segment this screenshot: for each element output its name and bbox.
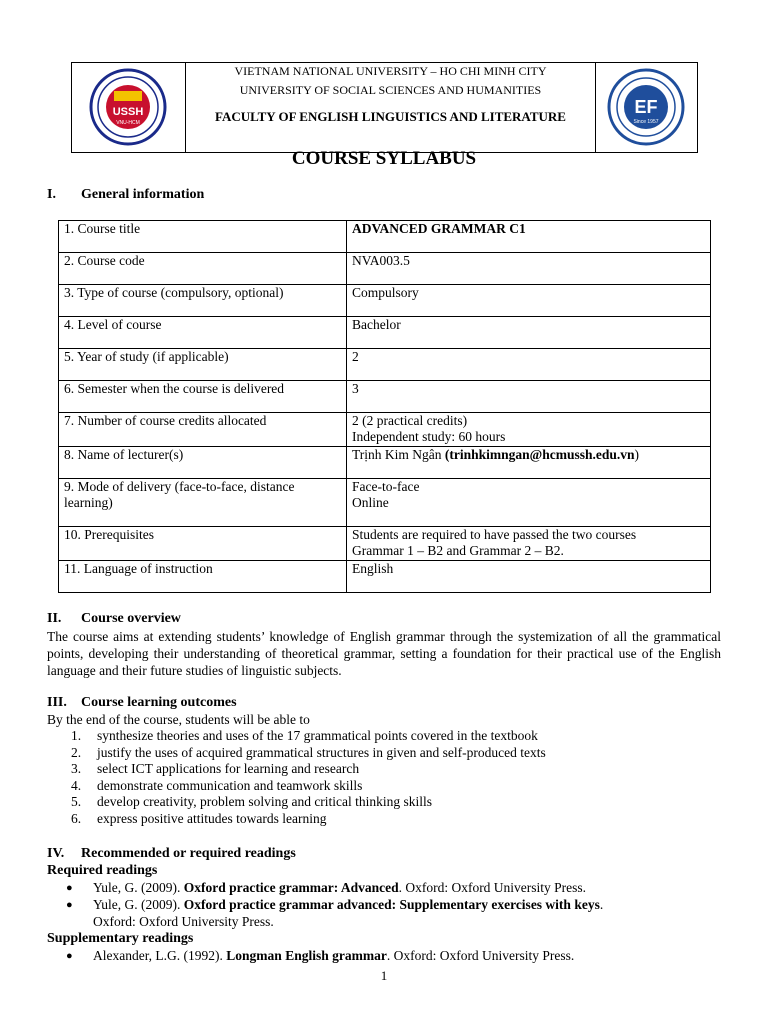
- table-row: 5. Year of study (if applicable) 2: [59, 349, 711, 381]
- table-row: 4. Level of course Bachelor: [59, 317, 711, 349]
- list-item: 4. demonstrate communication and teamwork skills: [71, 777, 363, 793]
- right-logo-cell: [595, 63, 697, 152]
- left-logo-cell: [72, 63, 186, 152]
- svg-text:USSH: USSH: [112, 106, 144, 118]
- header-text: [186, 63, 595, 152]
- list-item: 3. select ICT applications for learning and research: [71, 761, 360, 776]
- list-item: 5. develop creativity, problem solving and critical thinking skills: [71, 794, 433, 809]
- list-item: 1. synthesize theories and uses of the 17 grammatical points covered in the textbook: [71, 728, 538, 743]
- outcomes-list: [47, 728, 546, 827]
- list-item: 6. express positive attitudes towards learning: [71, 810, 327, 826]
- table-row: 8. Name of lecturer(s) Trịnh Kim Ngân (trinhkimngan@hcmussh.edu.vn): [59, 447, 711, 479]
- outcomes-intro: By the end of the course, students will be able to: [47, 712, 310, 727]
- page-title: COURSE SYLLABUS: [291, 148, 477, 169]
- bullet-icon: ●: [66, 882, 73, 894]
- required-readings-heading: Required readings: [47, 863, 158, 878]
- section-4-heading: IV. Recommended or required readings: [47, 846, 296, 861]
- table-row: 1. Course title ADVANCED GRAMMAR C1: [59, 221, 711, 253]
- course-overview-text: The course aims at extending students’ knowledge of English grammar through the systemization of all the grammatical points, developing their understanding of theoretical grammar, setting a foundation for their practical use of the English language and their future studies of linguistic subjects.: [47, 629, 721, 678]
- general-info-table: [58, 220, 711, 593]
- table-row: 10. Prerequisites Students are required to have passed the two courses Grammar 1 – B2 and Grammar 2 – B2.: [59, 527, 711, 561]
- table-row: 7. Number of course credits allocated 2 (2 practical credits) Independent study: 60 hours: [59, 413, 711, 447]
- header-box: [71, 62, 698, 153]
- page-number: 1: [380, 968, 388, 983]
- school-name: UNIVERSITY OF SOCIAL SCIENCES AND HUMANITIES: [239, 83, 542, 97]
- university-name: VIETNAM NATIONAL UNIVERSITY – HO CHI MINH CITY: [234, 64, 547, 78]
- table-row: 9. Mode of delivery (face-to-face, distance learning) Face-to-face Online: [59, 479, 711, 527]
- table-row: 11. Language of instruction English: [59, 561, 711, 593]
- table-row: 3. Type of course (compulsory, optional) Compulsory: [59, 285, 711, 317]
- faculty-name: FACULTY OF ENGLISH LINGUISTICS AND LITERATURE: [215, 109, 566, 124]
- supplementary-readings-heading: Supplementary readings: [47, 931, 194, 946]
- table-row: 2. Course code NVA003.5: [59, 253, 711, 285]
- list-item: 2. justify the uses of acquired grammatical structures in given and self-produced texts: [71, 744, 546, 760]
- section-2-heading: II. Course overview: [47, 611, 181, 626]
- svg-text:Since 1957: Since 1957: [633, 119, 659, 125]
- faculty-logo-icon: [596, 63, 697, 152]
- section-1-heading: I. General information: [47, 187, 205, 202]
- bullet-icon: ●: [66, 899, 73, 911]
- svg-text:EF: EF: [634, 97, 658, 117]
- section-3-heading: III. Course learning outcomes: [47, 695, 237, 710]
- table-row: 6. Semester when the course is delivered 3: [59, 381, 711, 413]
- svg-text:VNU-HCM: VNU-HCM: [116, 120, 140, 126]
- bullet-icon: ●: [66, 950, 73, 962]
- ussh-logo-icon: [72, 63, 185, 152]
